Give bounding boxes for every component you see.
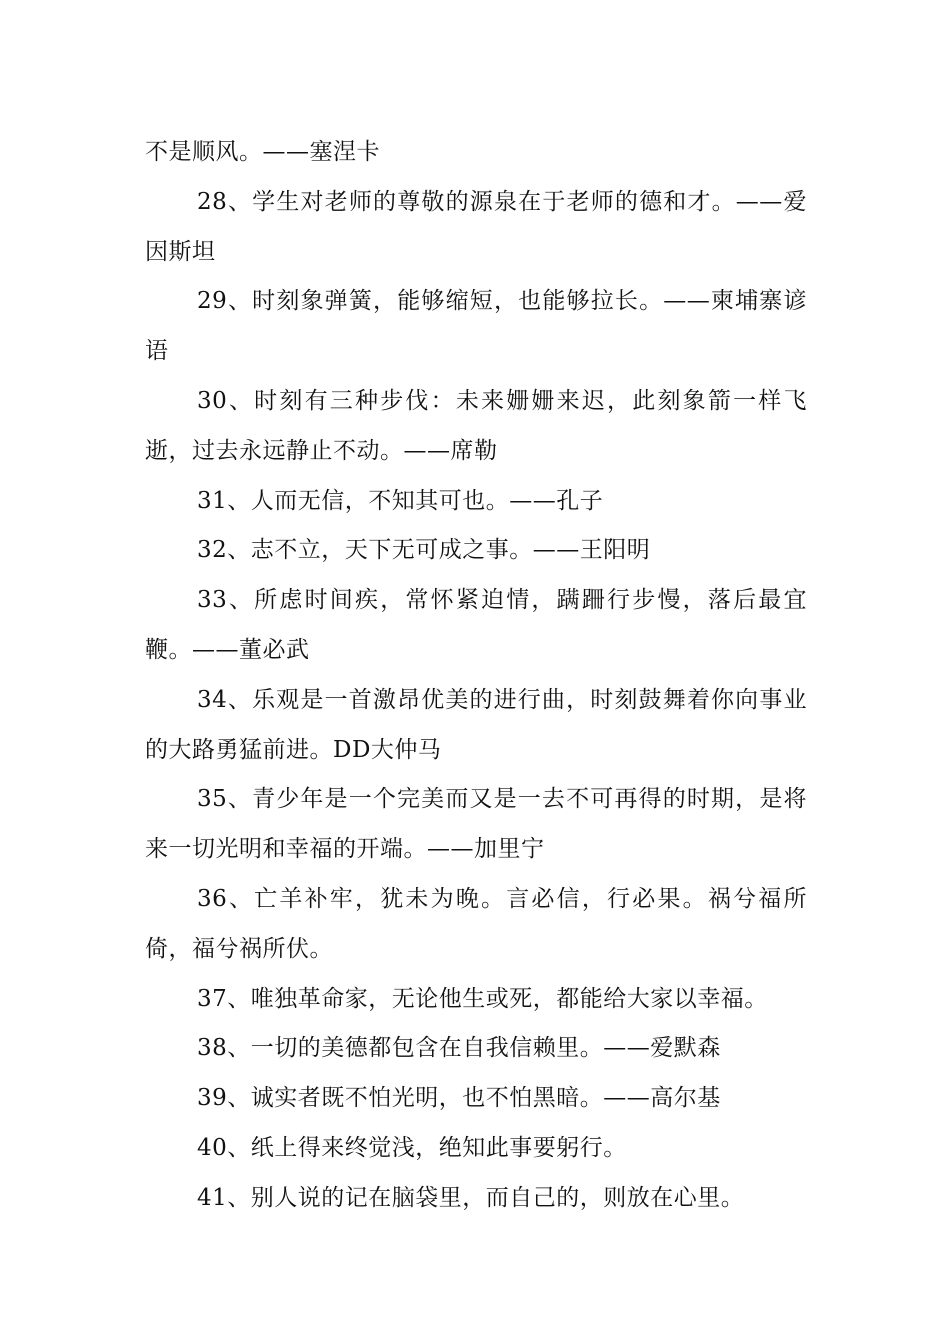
quote-32: 32、志不立，天下无可成之事。——王阳明 <box>197 537 651 564</box>
quote-37: 37、唯独革命家，无论他生或死，都能给大家以幸福。 <box>197 985 768 1012</box>
document-body <box>145 128 807 1224</box>
quote-28: 28、学生对老师的尊敬的源泉在于老师的德和才。——爱因斯坦 <box>145 188 807 265</box>
quote-38: 38、一切的美德都包含在自我信赖里。——爱默森 <box>197 1035 721 1062</box>
quote-36: 36、亡羊补牢，犹未为晚。言必信，行必果。祸兮福所倚，福兮祸所伏。 <box>145 885 807 962</box>
quote-31: 31、人而无信，不知其可也。——孔子 <box>197 487 604 514</box>
quote-30: 30、时刻有三种步伐：未来姗姗来迟，此刻象箭一样飞逝，过去永远静止不动。——席勒 <box>145 387 807 464</box>
paragraph-continuation: 不是顺风。——塞涅卡 <box>145 139 380 165</box>
quote-29: 29、时刻象弹簧，能够缩短，也能够拉长。——柬埔寨谚语 <box>145 288 807 365</box>
quote-35: 35、青少年是一个完美而又是一去不可再得的时期，是将来一切光明和幸福的开端。——加里宁 <box>145 786 807 863</box>
quote-34: 34、乐观是一首激昂优美的进行曲，时刻鼓舞着你向事业的大路勇猛前进。DD大仲马 <box>145 686 807 763</box>
quote-33: 33、所虑时间疾，常怀紧迫情，蹒跚行步慢，落后最宜鞭。——董必武 <box>145 587 807 663</box>
quote-40: 40、纸上得来终觉浅，绝知此事要躬行。 <box>197 1134 627 1161</box>
quote-41: 41、别人说的记在脑袋里，而自己的，则放在心里。 <box>197 1184 745 1211</box>
quote-39: 39、诚实者既不怕光明，也不怕黑暗。——高尔基 <box>197 1085 721 1112</box>
